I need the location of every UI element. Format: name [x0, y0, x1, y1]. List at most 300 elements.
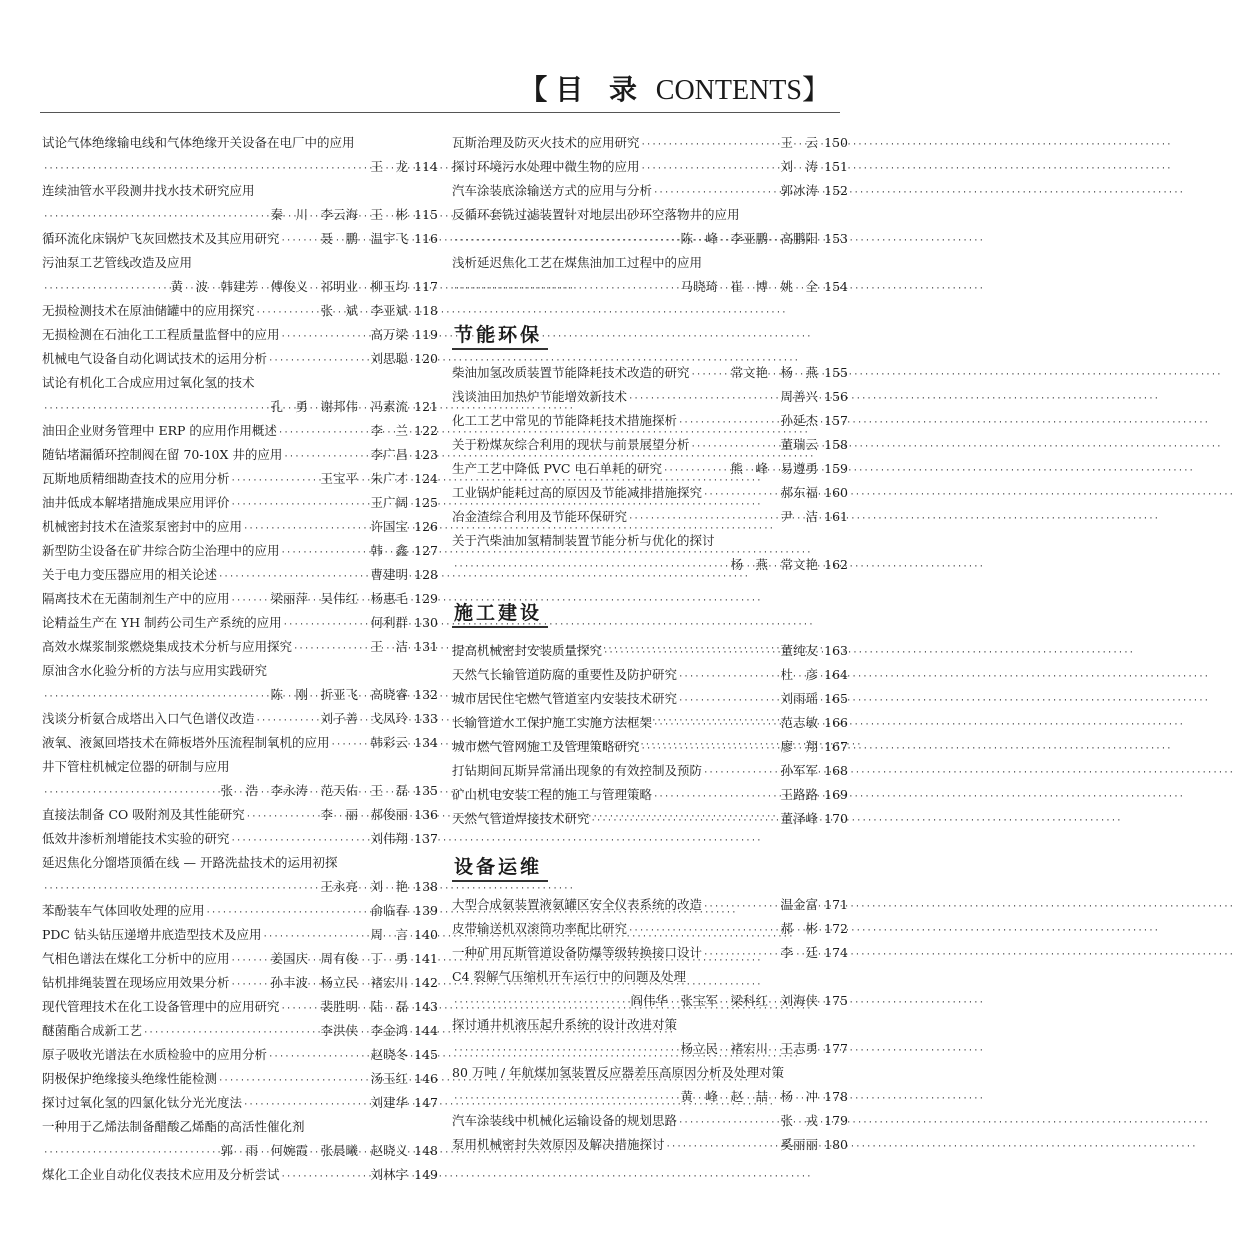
toc-entry-line[interactable]	[42, 875, 438, 899]
dot-leader	[281, 541, 370, 565]
dot-leader	[243, 1093, 369, 1117]
toc-entry-line[interactable]	[42, 419, 438, 443]
article-title: 无损检测在石油化工工程质量监督中的应用	[42, 327, 280, 342]
toc-entry-line[interactable]	[42, 1091, 438, 1115]
dot-leader	[641, 133, 780, 157]
page-number: 164	[824, 667, 848, 682]
page-number: 136	[414, 807, 438, 822]
toc-entry-line[interactable]	[452, 711, 848, 735]
dot-leader	[691, 363, 730, 387]
article-title: 液氧、液氮回塔技术在筛板塔外压流程制氧机的应用	[42, 735, 330, 750]
article-authors: 奚丽丽	[780, 1137, 818, 1152]
article-authors: 常文艳 杨 燕	[730, 365, 818, 380]
dot-leader	[218, 1069, 369, 1093]
dot-leader	[703, 761, 779, 785]
dot-leader	[678, 411, 779, 435]
dot-leader	[666, 1135, 780, 1159]
article-title: 苯酚装车气体回收处理的应用	[42, 903, 205, 918]
dot-leader	[268, 349, 369, 373]
article-authors: 秦 川 李云海 王 彬	[270, 207, 408, 222]
article-authors: 周善兴	[780, 389, 818, 404]
toc-entry-line[interactable]	[452, 687, 848, 711]
article-authors: 温金富	[780, 897, 818, 912]
article-authors: 董纯友	[780, 643, 818, 658]
page-number: 123	[414, 447, 438, 462]
article-title: 关于电力变压器应用的相关论述	[42, 567, 218, 582]
dot-leader	[281, 997, 320, 1021]
toc-entry-line[interactable]	[42, 371, 438, 395]
dot-leader	[43, 877, 319, 901]
page-number: 161	[824, 509, 848, 524]
dot-leader	[653, 785, 779, 809]
toc-entry-line[interactable]	[452, 433, 848, 457]
page-number: 177	[824, 1041, 848, 1056]
toc-entry-line[interactable]	[42, 563, 438, 587]
article-authors: 王路路	[780, 787, 818, 802]
dot-leader	[678, 689, 779, 713]
article-authors: 周 言	[370, 927, 408, 942]
dot-leader	[703, 943, 779, 967]
page-number: 148	[414, 1143, 438, 1158]
article-title: 探讨环境污水处理中微生物的应用	[452, 159, 640, 174]
article-authors: 郝 彬	[780, 921, 818, 936]
article-title: 试论有机化工合成应用过氧化氢的技术	[42, 375, 255, 390]
toc-entry-line[interactable]	[42, 131, 438, 155]
article-title: 反循环套铣过滤装置针对地层出砂环空落物井的应用	[452, 207, 740, 222]
toc-entry-line[interactable]	[42, 299, 438, 323]
article-title: 提高机械密封安装质量探究	[452, 643, 603, 658]
page-number: 128	[414, 567, 438, 582]
section-title: 节能环保	[452, 322, 548, 348]
toc-entry-line[interactable]	[42, 803, 438, 827]
toc-entry-line[interactable]	[452, 1133, 848, 1157]
toc-entry-line[interactable]	[452, 409, 848, 433]
article-authors: 刘雨瑶	[780, 691, 818, 706]
toc-entry-line[interactable]	[42, 779, 438, 803]
dot-leader	[43, 781, 219, 805]
page-number: 154	[824, 279, 848, 294]
toc-entry-line[interactable]	[42, 395, 438, 419]
article-authors: 梁丽萍 吴伟红 杨惠毛	[270, 591, 408, 606]
page-number: 165	[824, 691, 848, 706]
toc-entry-line[interactable]	[42, 971, 438, 995]
toc-entry-line[interactable]	[452, 989, 848, 1013]
article-authors: 曹建明	[370, 567, 408, 582]
article-authors: 孙军军	[780, 763, 818, 778]
article-title: 机械密封技术在渣浆泵密封中的应用	[42, 519, 243, 534]
article-title: 低效井渗析剂增能技术实验的研究	[42, 831, 230, 846]
toc-entry-line[interactable]	[42, 443, 438, 467]
dot-leader	[283, 613, 370, 637]
dot-leader	[628, 919, 779, 943]
article-authors: 刘建华	[370, 1095, 408, 1110]
toc-entry-line[interactable]	[452, 385, 848, 409]
page-number: 134	[414, 735, 438, 750]
page-number: 155	[824, 365, 848, 380]
page-number: 133	[414, 711, 438, 726]
toc-entry-line[interactable]	[42, 227, 438, 251]
article-authors: 刘伟翔	[370, 831, 408, 846]
dot-leader	[268, 1045, 369, 1069]
section-title: 施工建设	[452, 600, 548, 626]
page-number: 175	[824, 993, 848, 1008]
article-title: 隔离技术在无菌制剂生产中的应用	[42, 591, 230, 606]
toc-entry-line[interactable]	[42, 323, 438, 347]
article-authors: 王广阔	[370, 495, 408, 510]
article-authors: 黄 峰 赵 喆 杨 冲	[680, 1089, 818, 1104]
toc-entry-line[interactable]	[42, 1163, 438, 1187]
article-authors: 刘思聪	[370, 351, 408, 366]
article-authors: 张 斌 李亚斌	[320, 303, 408, 318]
dot-leader	[453, 1087, 679, 1111]
dot-leader	[206, 901, 370, 925]
page-number: 157	[824, 413, 848, 428]
article-authors: 阎伟华 张宝军 梁科红 刘海侠	[630, 993, 818, 1008]
article-title: 长输管道水工保护施工实施方法框架	[452, 715, 653, 730]
article-title: 大型合成氨装置液氨罐区安全仪表系统的改造	[452, 897, 703, 912]
page-number: 147	[414, 1095, 438, 1110]
toc-entry-line[interactable]	[452, 917, 848, 941]
page-number: 137	[414, 831, 438, 846]
article-title: 皮带输送机双滚筒功率配比研究	[452, 921, 628, 936]
contents-header	[519, 72, 830, 109]
toc-entry-line[interactable]	[452, 179, 848, 203]
article-authors: 董瑞云	[780, 437, 818, 452]
page-number: 178	[824, 1089, 848, 1104]
toc-entry-line[interactable]	[42, 899, 438, 923]
article-authors: 孙延杰	[780, 413, 818, 428]
dot-leader	[628, 507, 779, 531]
toc-entry-line[interactable]	[452, 735, 848, 759]
article-authors: 董泽峰	[780, 811, 818, 826]
toc-entry-line[interactable]	[42, 347, 438, 371]
page-number: 131	[414, 639, 438, 654]
article-authors: 杜 彦	[780, 667, 818, 682]
article-title: 工业锅炉能耗过高的原因及节能减排措施探究	[452, 485, 703, 500]
article-authors: 孔 勇 谢邦伟 冯素流	[270, 399, 408, 414]
article-authors: 汤玉红	[370, 1071, 408, 1086]
article-title: 化工工艺中常见的节能降耗技术措施探析	[452, 413, 678, 428]
toc-entry-line[interactable]	[42, 155, 438, 179]
page-number: 115	[414, 207, 438, 222]
article-authors: 熊 峰 易遵勇	[730, 461, 818, 476]
toc-entry-line[interactable]	[42, 707, 438, 731]
article-authors: 郭 雨 何婉霞 张晨曦 赵晓义	[220, 1143, 408, 1158]
article-authors: 韩 鑫	[370, 543, 408, 558]
dot-leader	[256, 709, 320, 733]
page-number: 116	[414, 231, 438, 246]
dot-leader	[43, 277, 169, 301]
toc-entry-line[interactable]	[42, 995, 438, 1019]
article-authors: 李洪侠 李金鸿	[320, 1023, 408, 1038]
dot-leader	[653, 713, 779, 737]
dot-leader	[453, 277, 679, 301]
toc-entry-line[interactable]	[452, 457, 848, 481]
article-title: 油田企业财务管理中 ERP 的应用作用概述	[42, 423, 277, 438]
article-authors: 陈 刚 折亚飞 高晓睿	[270, 687, 408, 702]
article-title: 浅析延迟焦化工艺在煤焦油加工过程中的应用	[452, 255, 703, 270]
article-authors: 郭冰涛	[780, 183, 818, 198]
toc-entry-line[interactable]	[42, 683, 438, 707]
toc-entry-line[interactable]	[42, 179, 438, 203]
toc-entry-line[interactable]	[452, 1085, 848, 1109]
article-authors: 李广昌	[370, 447, 408, 462]
dot-leader	[281, 1165, 370, 1189]
article-title: 一种矿用瓦斯管道设备防爆等级转换接口设计	[452, 945, 703, 960]
dot-leader	[691, 435, 780, 459]
toc-entry-line[interactable]	[452, 505, 848, 529]
article-authors: 孙丰波 杨立民 褚宏川	[270, 975, 408, 990]
page-number: 140	[414, 927, 438, 942]
dot-leader	[628, 387, 779, 411]
article-authors: 许国宝	[370, 519, 408, 534]
page-number: 152	[824, 183, 848, 198]
toc-entry-line[interactable]	[452, 759, 848, 783]
article-authors: 何利群	[370, 615, 408, 630]
article-authors: 俞临春	[370, 903, 408, 918]
page-number: 125	[414, 495, 438, 510]
article-title: 浅谈油田加热炉节能增效新技术	[452, 389, 628, 404]
article-title: 柴油加氢改质装置节能降耗技术改造的研究	[452, 365, 690, 380]
contents-title-en: CONTENTS】	[655, 75, 830, 106]
section-heading	[452, 577, 848, 639]
article-authors: 范志敏	[780, 715, 818, 730]
page-number: 170	[824, 811, 848, 826]
article-authors: 杨 燕 常文艳	[730, 557, 818, 572]
dot-leader	[453, 991, 629, 1015]
dot-leader	[43, 1141, 219, 1165]
dot-leader	[293, 637, 369, 661]
dot-leader	[43, 685, 269, 709]
article-title: 天然气长输管道防腐的重要性及防护研究	[452, 667, 678, 682]
toc-entry-line[interactable]	[42, 275, 438, 299]
dot-leader	[603, 641, 779, 665]
article-title: 现代管理技术在化工设备管理中的应用研究	[42, 999, 280, 1014]
toc-entry-line[interactable]	[452, 131, 848, 155]
dot-leader	[231, 493, 370, 517]
article-title: 高效水煤浆制浆燃烧集成技术分析与应用探究	[42, 639, 293, 654]
toc-entry-line[interactable]	[42, 1043, 438, 1067]
page-number: 129	[414, 591, 438, 606]
article-title: 汽车涂装线中机械化运输设备的规划思路	[452, 1113, 678, 1128]
toc-entry-line[interactable]	[42, 755, 438, 779]
toc-entry-line[interactable]	[42, 659, 438, 683]
page-number: 135	[414, 783, 438, 798]
dot-leader	[43, 205, 269, 229]
dot-leader	[243, 517, 369, 541]
article-title: 探讨过氧化氢的四氯化钛分光光度法	[42, 1095, 243, 1110]
toc-entry-line[interactable]	[42, 923, 438, 947]
toc-entry-line[interactable]	[452, 893, 848, 917]
toc-entry-line[interactable]	[452, 1109, 848, 1133]
page-number: 166	[824, 715, 848, 730]
page-number: 180	[824, 1137, 848, 1152]
toc-entry-line[interactable]	[42, 251, 438, 275]
dot-leader	[43, 397, 269, 421]
toc-entry-line[interactable]	[42, 1139, 438, 1163]
article-authors: 马晓琦 崔 博 姚 全	[680, 279, 818, 294]
page-number: 179	[824, 1113, 848, 1128]
page-number: 149	[414, 1167, 438, 1182]
page-number: 114	[414, 159, 438, 174]
toc-entry-line[interactable]	[452, 251, 848, 275]
page-number: 143	[414, 999, 438, 1014]
article-authors: 王宝平 朱广才	[320, 471, 408, 486]
toc-entry-line[interactable]	[42, 467, 438, 491]
toc-left-column	[42, 131, 438, 1187]
toc-entry-line[interactable]	[452, 275, 848, 299]
page-number: 168	[824, 763, 848, 778]
article-authors: 尹 洁	[780, 509, 818, 524]
toc-entry-line[interactable]	[42, 203, 438, 227]
article-title: 汽车涂装底涂输送方式的应用与分析	[452, 183, 653, 198]
dot-leader	[281, 325, 370, 349]
page-number: 163	[824, 643, 848, 658]
article-title: 泵用机械密封失效原因及解决措施探讨	[452, 1137, 665, 1152]
dot-leader	[703, 895, 779, 919]
article-authors: 李 兰	[370, 423, 408, 438]
page-number: 118	[414, 303, 438, 318]
toc-entry-line[interactable]	[452, 481, 848, 505]
dot-leader	[653, 181, 779, 205]
article-authors: 姜国庆 周有俊 丁 勇	[270, 951, 408, 966]
article-authors: 刘子善 戈凤玲	[320, 711, 408, 726]
page-number: 151	[824, 159, 848, 174]
article-authors: 李 丽 郝俊丽	[320, 807, 408, 822]
page-number: 127	[414, 543, 438, 558]
toc-entry-line[interactable]	[452, 227, 848, 251]
page-number: 126	[414, 519, 438, 534]
page-number: 124	[414, 471, 438, 486]
toc-entry-line[interactable]	[42, 1115, 438, 1139]
toc-entry-line[interactable]	[452, 529, 848, 553]
toc-entry-line[interactable]	[452, 1037, 848, 1061]
article-title: 探讨通井机液压起升系统的设计改进对策	[452, 1017, 678, 1032]
dot-leader	[591, 809, 780, 833]
toc-entry-line[interactable]	[42, 515, 438, 539]
article-authors: 廖 翔	[780, 739, 818, 754]
article-title: 冶金渣综合利用及节能环保研究	[452, 509, 628, 524]
dot-leader	[453, 229, 679, 253]
article-authors: 陈 峰 李亚鹏 高鹏阳	[680, 231, 818, 246]
page-number: 171	[824, 897, 848, 912]
header-rule	[40, 112, 840, 113]
toc-entry-line[interactable]	[42, 731, 438, 755]
toc-entry-line[interactable]	[42, 635, 438, 659]
toc-entry-line[interactable]	[452, 203, 848, 227]
toc-entry-line[interactable]	[452, 155, 848, 179]
article-title: PDC 钻头钻压递增井底造型技术及应用	[42, 927, 262, 942]
page-number: 146	[414, 1071, 438, 1086]
article-authors: 刘林宇	[370, 1167, 408, 1182]
toc-entry-line[interactable]	[42, 587, 438, 611]
page-number: 144	[414, 1023, 438, 1038]
article-title: 随钻堵漏循环控制阀在留 70-10X 井的应用	[42, 447, 283, 462]
dot-leader	[246, 805, 320, 829]
article-authors: 韩彩云	[370, 735, 408, 750]
toc-entry-line[interactable]	[452, 941, 848, 965]
article-authors: 张 浩 李永涛 范天佑 王 磊	[220, 783, 408, 798]
dot-leader	[262, 925, 369, 949]
dot-leader	[678, 1111, 779, 1135]
article-title: 试论气体绝缘输电线和气体绝缘开关设备在电厂中的应用	[42, 135, 355, 150]
article-title: 一种用于乙烯法制备醋酸乙烯酯的高活性催化剂	[42, 1119, 305, 1134]
page-number: 142	[414, 975, 438, 990]
article-title: 城市居民住宅燃气管道室内安装技术研究	[452, 691, 678, 706]
toc-entry-line[interactable]	[42, 1019, 438, 1043]
toc-entry-line[interactable]	[452, 663, 848, 687]
article-title: 新型防尘设备在矿井综合防尘治理中的应用	[42, 543, 280, 558]
toc-entry-line[interactable]	[452, 807, 848, 831]
toc-entry-line[interactable]	[42, 611, 438, 635]
article-title: 打钻期间瓦斯异常涌出现象的有效控制及预防	[452, 763, 703, 778]
toc-entry-line[interactable]	[42, 539, 438, 563]
page-number: 153	[824, 231, 848, 246]
page-number: 141	[414, 951, 438, 966]
article-title: 连续油管水平段测井找水技术研究应用	[42, 183, 255, 198]
dot-leader	[641, 157, 780, 181]
page-number: 160	[824, 485, 848, 500]
toc-entry-line[interactable]	[452, 965, 848, 989]
toc-entry-line[interactable]	[42, 1067, 438, 1091]
article-authors: 李 廷	[780, 945, 818, 960]
section-title: 设备运维	[452, 854, 548, 880]
article-title: 污油泵工艺管线改造及应用	[42, 255, 193, 270]
article-title: 煤化工企业自动化仪表技术应用及分析尝试	[42, 1167, 280, 1182]
toc-entry-line[interactable]	[452, 1061, 848, 1085]
dot-leader	[453, 555, 729, 579]
toc-right-column	[452, 131, 848, 1157]
toc-entry-line[interactable]	[42, 827, 438, 851]
article-title: 机械电气设备自动化调试技术的运用分析	[42, 351, 268, 366]
page-number: 139	[414, 903, 438, 918]
page-number: 159	[824, 461, 848, 476]
article-authors: 王 龙	[370, 159, 408, 174]
toc-entry-line[interactable]	[452, 553, 848, 577]
toc-entry-line[interactable]	[42, 947, 438, 971]
dot-leader	[231, 973, 270, 997]
dot-leader	[218, 565, 369, 589]
dot-leader	[453, 1039, 679, 1063]
toc-entry-line[interactable]	[452, 783, 848, 807]
article-authors: 裴胜明 陆 磊	[320, 999, 408, 1014]
toc-entry-line[interactable]	[42, 851, 438, 875]
dot-leader	[43, 157, 369, 181]
section-heading	[452, 831, 848, 893]
article-authors: 刘 涛	[780, 159, 818, 174]
article-authors: 高万梁	[370, 327, 408, 342]
article-authors: 郝东福	[780, 485, 818, 500]
toc-entry-line[interactable]	[452, 1013, 848, 1037]
dot-leader	[231, 829, 370, 853]
article-title: 原油含水化验分析的方法与应用实践研究	[42, 663, 268, 678]
dot-leader	[678, 665, 779, 689]
page-number: 121	[414, 399, 438, 414]
article-title: 瓦斯地质精细勘查技术的应用分析	[42, 471, 230, 486]
dot-leader	[703, 483, 779, 507]
article-title: 井下管柱机械定位器的研制与应用	[42, 759, 230, 774]
article-title: 钻机排绳装置在现场应用效果分析	[42, 975, 230, 990]
article-title: 循环流化床锅炉飞灰回燃技术及其应用研究	[42, 231, 280, 246]
article-title: 气相色谱法在煤化工分析中的应用	[42, 951, 230, 966]
article-authors: 王 云	[780, 135, 818, 150]
article-authors: 王 洁	[370, 639, 408, 654]
dot-leader	[663, 459, 730, 483]
toc-entry-line[interactable]	[42, 491, 438, 515]
article-title: 直接法制备 CO 吸附剂及其性能研究	[42, 807, 245, 822]
toc-entry-line[interactable]	[452, 639, 848, 663]
toc-entry-line[interactable]	[452, 361, 848, 385]
